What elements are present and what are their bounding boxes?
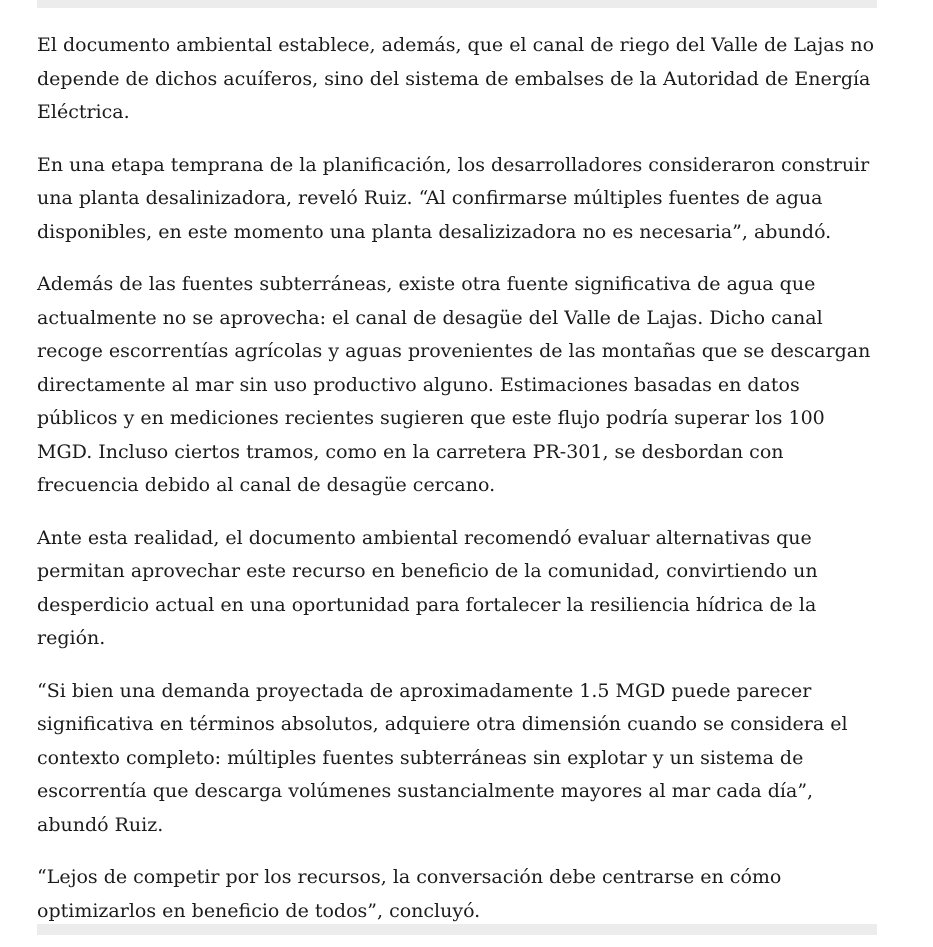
article-paragraph: “Si bien una demanda proyectada de aproximadamente 1.5 MGD puede parecer significativa en términos absolutos, adquiere otra dimensión cuando se considera el contexto completo: múltiples fuentes subterráneas sin explotar y un sistema de escorrentía que descarga volúmenes sustancialmente mayores al mar cada día”, abundó Ruiz. [37,679,848,836]
article-paragraph: En una etapa temprana de la planificación, los desarrolladores consideraron construir una planta desalinizadora, reveló Ruiz. “Al confirmarse múltiples fuentes de agua disponibles, en este momento una planta desalizizadora no es necesaria”, abundó. [37,153,870,243]
article-body [37,29,882,947]
ad-slot-strip [37,924,877,935]
previous-content-strip [37,0,877,8]
article-paragraph: Además de las fuentes subterráneas, existe otra fuente significativa de agua que actualmente no se aprovecha: el canal de desagüe del Valle de Lajas. Dicho canal recoge escorrentías agrícolas y aguas provenientes de las montañas que se descargan directamente al mar sin uso productivo alguno. Estimaciones basadas en datos públicos y en mediciones recientes sugieren que este flujo podría superar los 100 MGD. Incluso ciertos tramos, como en la carretera PR-301, se desbordan con frecuencia debido al canal de desagüe cercano. [37,273,871,496]
article-paragraph: Ante esta realidad, el documento ambiental recomendó evaluar alternativas que permitan aprovechar este recurso en beneficio de la comunidad, convirtiendo un desperdicio actual en una oportunidad para fortalecer la resiliencia hídrica de la región. [37,526,818,649]
article-paragraph: El documento ambiental establece, además, que el canal de riego del Valle de Lajas no depende de dichos acuíferos, sino del sistema de embalses de la Autoridad de Energía Eléctrica. [37,34,875,123]
article-paragraph: “Lejos de competir por los recursos, la conversación debe centrarse en cómo optimizarlos en beneficio de todos”, concluyó. [37,866,782,922]
